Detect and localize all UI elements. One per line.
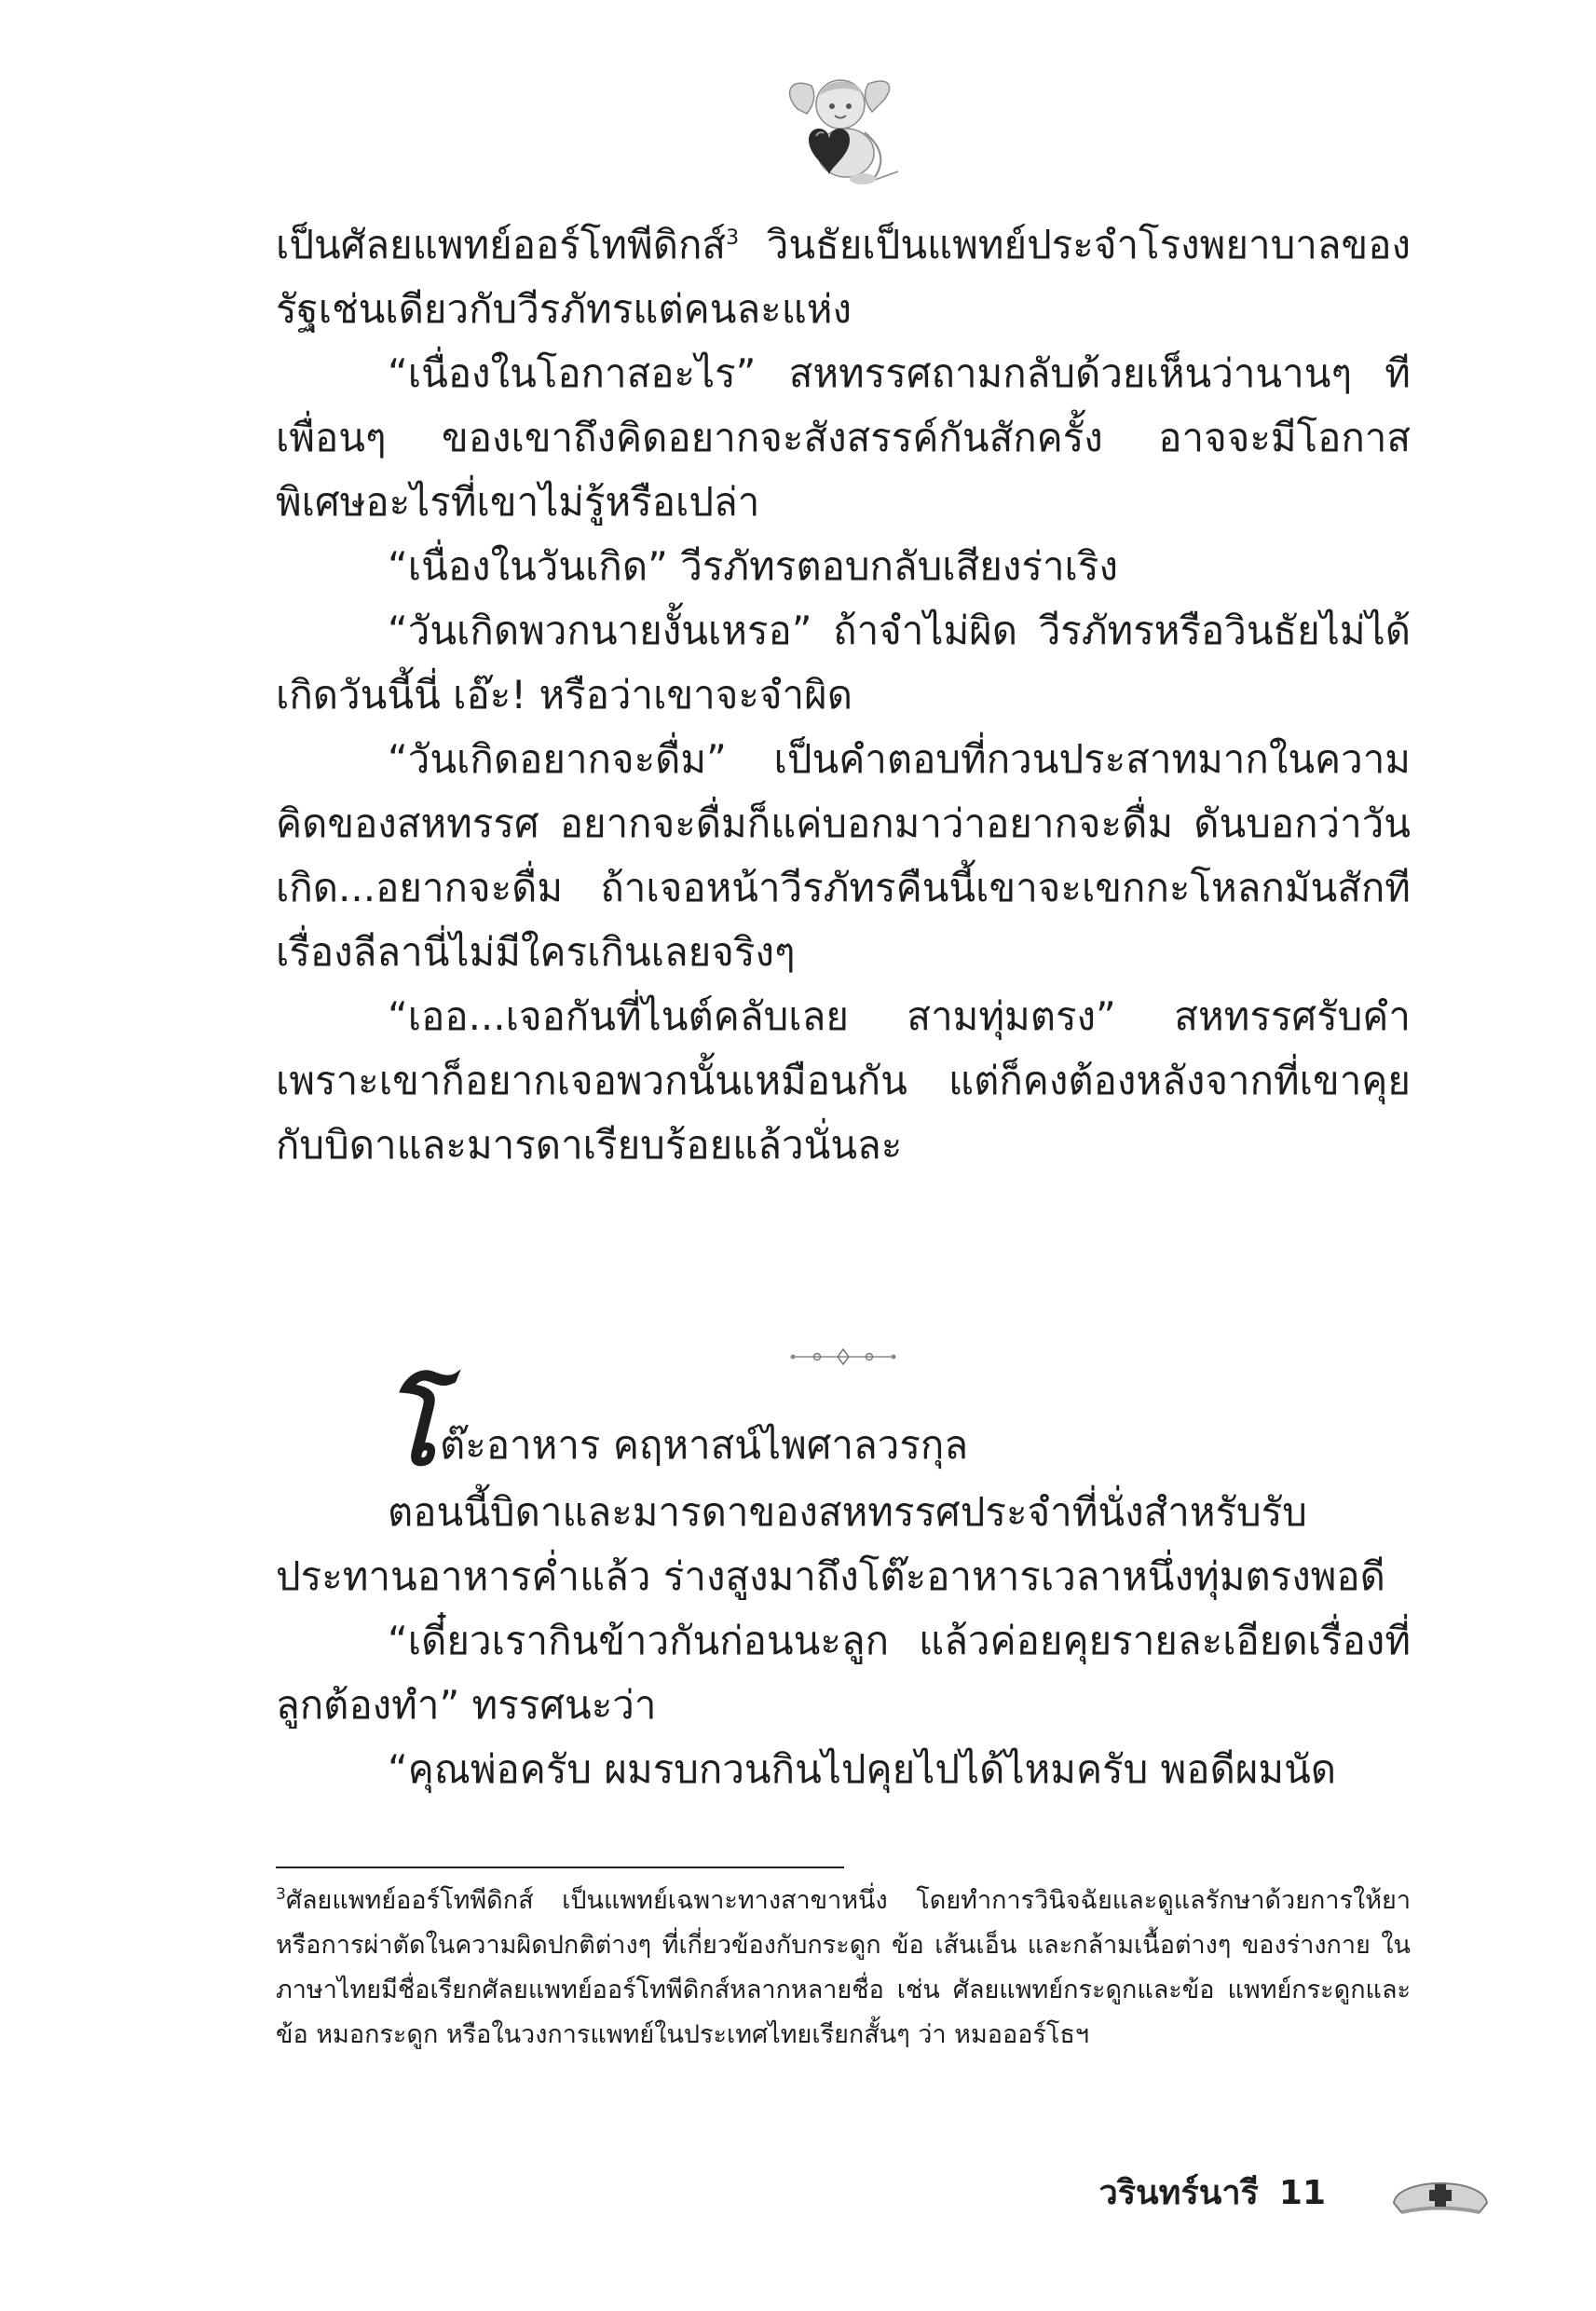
nurse-cap-icon bbox=[1388, 2166, 1493, 2222]
paragraph-4: “วันเกิดพวกนายงั้นเหรอ” ถ้าจำไม่ผิด วีรภัทรหรือวินธัยไม่ได้เกิดวันนี้นี่ เอ๊ะ! หรือว่าเขาจะจำผิด bbox=[276, 608, 1411, 718]
page-number: 11 bbox=[1278, 2174, 1326, 2212]
body-text-bottom bbox=[276, 1480, 1411, 1801]
footnote-mark: 3 bbox=[276, 1885, 286, 1904]
dropcap: โ bbox=[382, 1368, 438, 1488]
footnote-ref: 3 bbox=[726, 226, 740, 250]
ornamental-divider-icon bbox=[787, 1346, 899, 1368]
section-heading-text: ต๊ะอาหาร คฤหาสน์ไพศาลวรกุล bbox=[440, 1422, 969, 1468]
paragraph-2: “เนื่องในโอกาสอะไร” สหทรรศถามกลับด้วยเห็นว่านานๆ ทีเพื่อนๆ ของเขาถึงคิดอยากจะสังสรรค์กันสักครั้ง อาจจะมีโอกาสพิเศษอะไรที่เขาไม่รู้หรือเปล่า bbox=[276, 350, 1411, 525]
footnote bbox=[276, 1879, 1411, 2058]
book-title: วรินทร์นารี bbox=[1098, 2174, 1259, 2212]
section-heading bbox=[382, 1368, 1407, 1488]
body-text-top bbox=[276, 212, 1411, 1177]
paragraph-7: ตอนนี้บิดาและมารดาของสหทรรศประจำที่นั่งสำหรับรับประทานอาหารค่ำแล้ว ร่างสูงมาถึงโต๊ะอาหารเวลาหนึ่งทุ่มตรงพอดี bbox=[276, 1489, 1385, 1599]
paragraph-9: “คุณพ่อครับ ผมรบกวนกินไปคุยไปได้ไหมครับ พอดีผมนัด bbox=[388, 1746, 1337, 1792]
paragraph-6: “เออ...เจอกันที่ไนต์คลับเลย สามทุ่มตรง” สหทรรศรับคำเพราะเขาก็อยากเจอพวกนั้นเหมือนกัน แต่ก็คงต้องหลังจากที่เขาคุยกับบิดาและมารดาเรียบร้อยแล้วนั่นละ bbox=[276, 993, 1411, 1168]
footnote-text: ศัลยแพทย์ออร์โทพีดิกส์ เป็นแพทย์เฉพาะทางสาขาหนึ่ง โดยทำการวินิจฉัยและดูแลรักษาด้วยการให้ยาหรือการผ่าตัดในความผิดปกติต่างๆ ที่เกี่ยวข้องกับกระดูก ข้อ เส้นเอ็น และกล้ามเนื้อต่างๆ ของร่างกาย ในภาษาไทยมีชื่อเรียกศัลยแพทย์ออร์โทพีดิกส์หลากหลายชื่อ เช่น ศัลยแพทย์กระดูกและข้อ แพทย์กระดูกและข้อ หมอกระดูก หรือในวงการแพทย์ในประเทศไทยเรียกสั้นๆ ว่า หมอออร์โธฯ bbox=[276, 1886, 1411, 2049]
page-footer bbox=[1099, 2171, 1327, 2216]
paragraph-8: “เดี๋ยวเรากินข้าวกันก่อนนะลูก แล้วค่อยคุยรายละเอียดเรื่องที่ลูกต้องทำ” ทรรศนะว่า bbox=[276, 1618, 1411, 1728]
paragraph-3: “เนื่องในวันเกิด” วีรภัทรตอบกลับเสียงร่าเริง bbox=[388, 543, 1118, 589]
footnote-rule bbox=[276, 1867, 844, 1868]
cupid-heart-icon bbox=[779, 67, 900, 188]
paragraph-1: เป็นศัลยแพทย์ออร์โทพีดิกส์$^3$ วินธัยเป็นแพทย์ประจำโรงพยาบาลของรัฐเช่นเดียวกับวีรภัทรแต่คนละแห่ง bbox=[276, 222, 1411, 332]
paragraph-5: “วันเกิดอยากจะดื่ม” เป็นคำตอบที่กวนประสาทมากในความคิดของสหทรรศ อยากจะดื่มก็แค่บอกมาว่าอยากจะดื่ม ดันบอกว่าวันเกิด...อยากจะดื่ม ถ้าเจอหน้าวีรภัทรคืนนี้เขาจะเขกกะโหลกมันสักที เรื่องลีลานี่ไม่มีใครเกินเลยจริงๆ bbox=[276, 736, 1411, 975]
